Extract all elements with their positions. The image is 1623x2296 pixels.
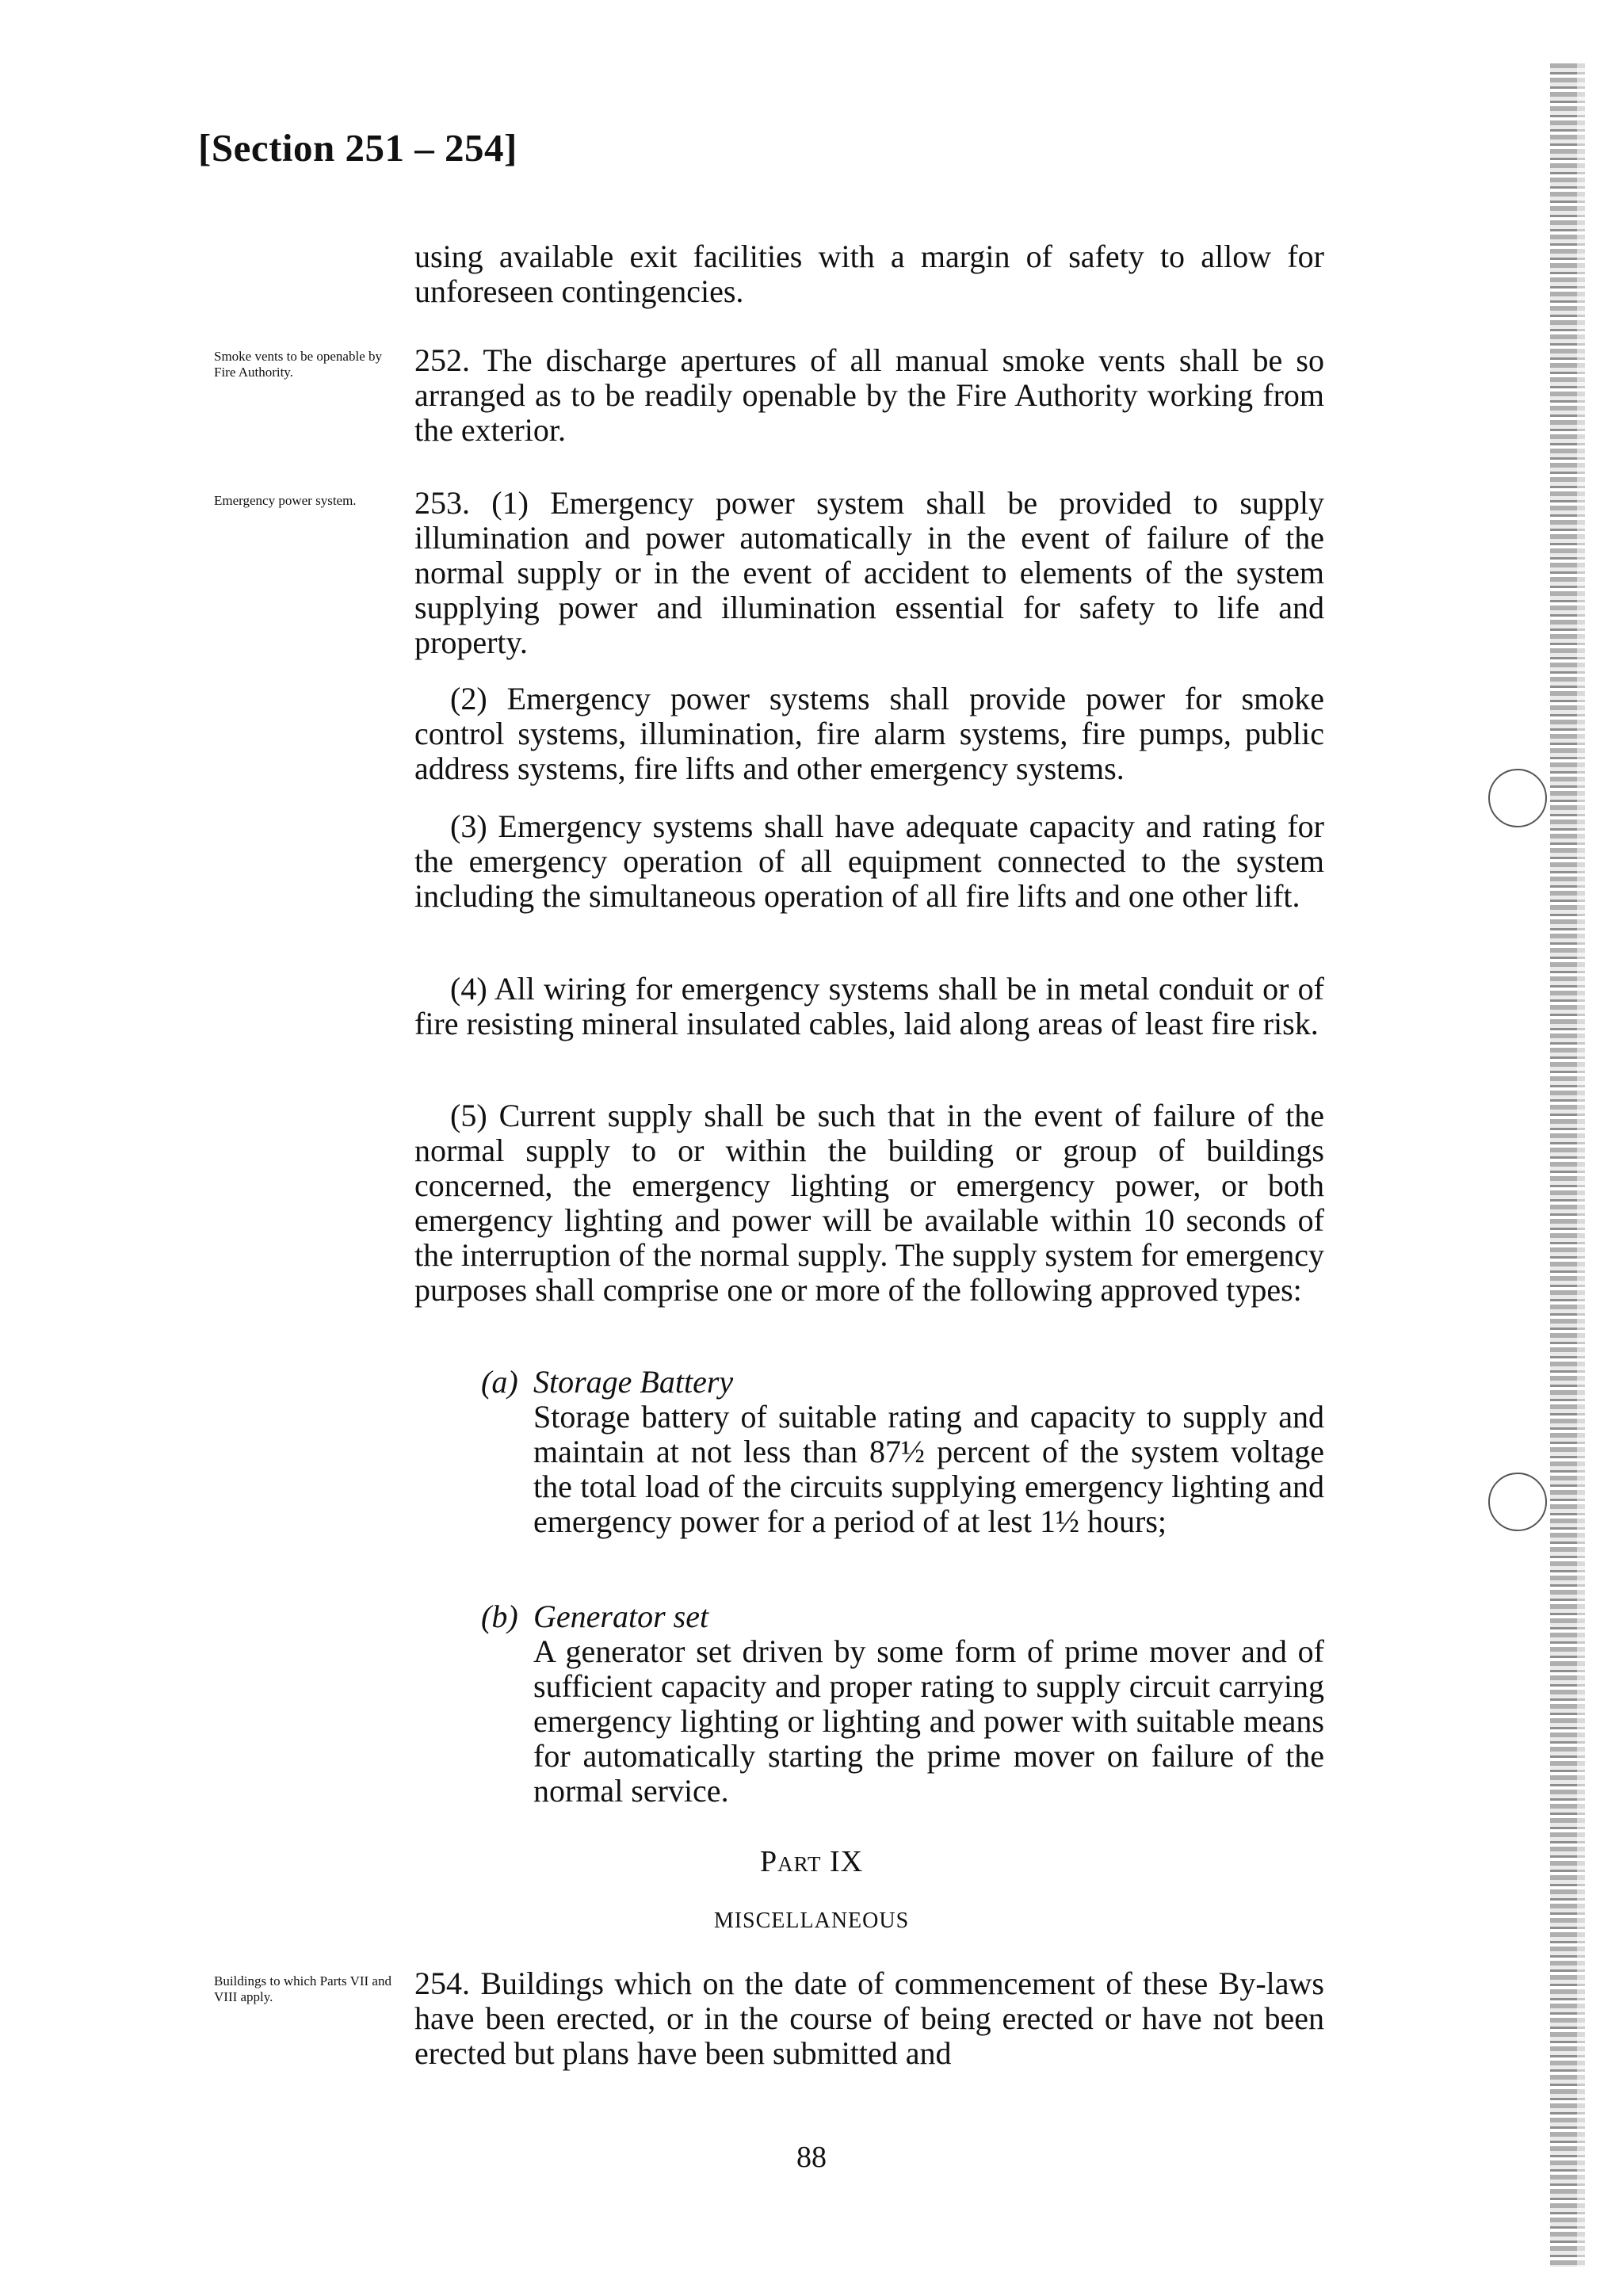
section-253-5-paragraph: (5) Current supply shall be such that in the event of failure of the normal supply to or within the building or group of buildings concerned, the emergency lighting or emergency power, or both emergency lighting and power will be available within 10 seconds of the interruption of the normal supply. The supply system for emergency purposes shall comprise one or more of the following approved types: <box>414 1098 1324 1308</box>
section-header: [Section 251 – 254] <box>198 126 517 170</box>
item-generator-set <box>481 1599 1324 1809</box>
item-storage-battery <box>481 1365 1324 1539</box>
scan-edge-shadow-light <box>1577 63 1585 2267</box>
margin-note-buildings: Buildings to which Parts VII and VIII apply. <box>214 1973 391 2004</box>
continuation-paragraph: using available exit facilities with a margin of safety to allow for unforeseen contingencies. <box>414 239 1324 309</box>
section-253-3-paragraph: (3) Emergency systems shall have adequate capacity and rating for the emergency operation of all equipment connected to the system including the simultaneous operation of all fire lifts and one other lift. <box>414 808 1324 914</box>
item-heading: Generator set <box>533 1599 709 1634</box>
item-label: (b) <box>481 1599 518 1634</box>
section-253-4-paragraph: (4) All wiring for emergency systems shall be in metal conduit or of fire resisting mineral insulated cables, laid along areas of least fire risk. <box>414 971 1324 1041</box>
punch-hole <box>1488 1473 1547 1531</box>
item-label: (a) <box>481 1364 518 1400</box>
part-title: Part IX <box>759 1845 864 1878</box>
part-subtitle: MISCELLANEOUS <box>713 1908 910 1933</box>
scan-edge-shadow <box>1550 63 1577 2267</box>
margin-note-emergency-power: Emergency power system. <box>214 493 357 508</box>
margin-note-smoke-vents: Smoke vents to be openable by Fire Authority. <box>214 349 382 380</box>
section-253-1-paragraph: 253. (1) Emergency power system shall be provided to supply illumination and power automatically in the event of failure of the normal supply or in the event of accident to elements of the system supplying power and illumination essential for safety to life and property. <box>414 485 1324 660</box>
section-252-paragraph: 252. The discharge apertures of all manual smoke vents shall be so arranged as to be readily openable by the Fire Authority working from the exterior. <box>414 342 1324 448</box>
section-253-2-paragraph: (2) Emergency power systems shall provide power for smoke control systems, illumination, fire alarm systems, fire pumps, public address systems, fire lifts and other emergency systems. <box>414 681 1324 786</box>
punch-hole <box>1488 769 1547 827</box>
item-heading: Storage Battery <box>533 1364 734 1400</box>
page-number: 88 <box>796 2141 827 2174</box>
item-text: Storage battery of suitable rating and capacity to supply and maintain at not less than 87½ percent of the system voltage the total load of the circuits supplying emergency lighting and emergency power for a period of at lest 1½ hours; <box>533 1399 1324 1539</box>
item-text: A generator set driven by some form of prime mover and of sufficient capacity and proper rating to supply circuit carrying emergency lighting or lighting and power with suitable means for automatically starting the prime mover on failure of the normal service. <box>533 1633 1324 1809</box>
section-254-paragraph: 254. Buildings which on the date of commencement of these By-laws have been erected, or in the course of being erected or have not been erected but plans have been submitted and <box>414 1966 1324 2071</box>
